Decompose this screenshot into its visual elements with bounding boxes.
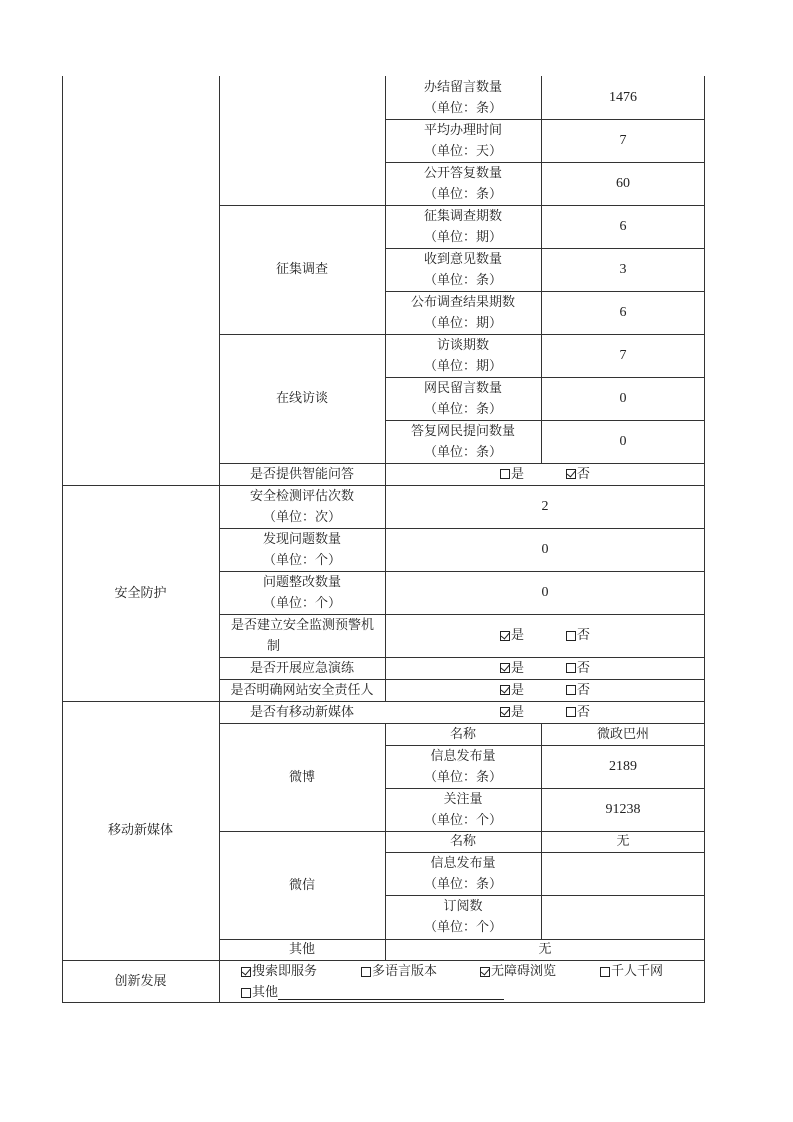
checkbox-empty-icon: [361, 967, 371, 977]
other-fill-line[interactable]: [278, 985, 504, 1000]
report-table: [62, 76, 705, 1003]
smart-qa-options: [385, 463, 705, 485]
drill-yes-checkbox[interactable]: 是: [500, 658, 524, 679]
security-tests-value: 2: [541, 499, 549, 514]
weibo-name-label: 名称: [449, 726, 476, 742]
wechat-name-value: 无: [616, 834, 630, 849]
interview-answers-value: 0: [619, 434, 627, 449]
survey-periods-value: 6: [619, 219, 627, 234]
reply-public-count-value: 60: [616, 176, 630, 191]
innovation-section-label: 创新发展: [114, 973, 167, 989]
reply-avg-time-value: 7: [619, 133, 627, 148]
security-drill-options: [385, 657, 705, 679]
checkbox-checked-icon: [566, 469, 576, 479]
survey-results-label: 公布调查结果期数 （单位：期）: [410, 294, 515, 331]
security-warning-mechanism-label: 是否建立安全监测预警机 制: [231, 617, 375, 654]
search-service-checkbox[interactable]: 搜索即服务: [241, 961, 317, 982]
wechat-posts-label: 信息发布量 （单位：条）: [423, 855, 502, 892]
checkbox-checked-icon: [480, 967, 490, 977]
wechat-posts-value: [541, 852, 705, 895]
checkbox-checked-icon: [241, 967, 251, 977]
warning-yes-checkbox[interactable]: 是: [500, 625, 524, 646]
media-section-label: 移动新媒体: [107, 823, 173, 838]
security-fixed-label: 问题整改数量 （单位：个）: [262, 574, 341, 611]
security-issues-label: 发现问题数量 （单位：个）: [262, 531, 341, 568]
interview-group-label: 在线访谈: [275, 391, 328, 406]
other-checkbox[interactable]: 其他: [241, 982, 504, 1003]
security-issues-value: 0: [541, 542, 549, 557]
survey-opinions-label: 收到意见数量 （单位：条）: [423, 251, 502, 288]
media-other-value: 无: [538, 942, 552, 957]
wechat-subscribers-value: [541, 895, 705, 939]
reply-avg-time-label: 平均办理时间 （单位：天）: [423, 122, 502, 159]
reply-closed-count-value: 1476: [609, 90, 637, 105]
drill-no-checkbox[interactable]: 否: [566, 658, 590, 679]
checkbox-empty-icon: [566, 685, 576, 695]
survey-group-label: 征集调查: [275, 262, 328, 277]
weibo-name-value: 微政巴州: [596, 726, 649, 742]
security-fixed-value: 0: [541, 585, 549, 600]
checkbox-empty-icon: [600, 967, 610, 977]
wechat-name-label: 名称: [449, 834, 476, 849]
weibo-group-label: 微博: [288, 769, 315, 785]
security-owner-label: 是否明确网站安全责任人: [230, 682, 374, 698]
accessibility-checkbox[interactable]: 无障碍浏览: [480, 961, 556, 982]
checkbox-checked-icon: [500, 631, 510, 641]
media-has-label: 是否有移动新媒体: [249, 704, 354, 720]
security-owner-options: [385, 679, 705, 701]
security-tests-label: 安全检测评估次数 （单位：次）: [249, 488, 354, 525]
weibo-followers-value: 91238: [605, 802, 641, 817]
checkbox-empty-icon: [566, 631, 576, 641]
warning-no-checkbox[interactable]: 否: [566, 625, 590, 646]
smart-qa-label: 是否提供智能问答: [249, 466, 354, 482]
survey-periods-label: 征集调查期数 （单位：期）: [423, 208, 502, 245]
interview-answers-label: 答复网民提问数量 （单位：条）: [410, 423, 515, 460]
owner-yes-checkbox[interactable]: 是: [500, 680, 524, 701]
media-other-label: 其他: [288, 942, 315, 957]
reply-public-count-label: 公开答复数量 （单位：条）: [423, 165, 502, 202]
survey-opinions-value: 3: [619, 262, 627, 277]
wechat-group-label: 微信: [288, 877, 315, 893]
checkbox-empty-icon: [500, 469, 510, 479]
checkbox-empty-icon: [566, 663, 576, 673]
media-no-checkbox[interactable]: 否: [566, 702, 590, 723]
wechat-subscribers-label: 订阅数 （单位：个）: [423, 899, 502, 935]
weibo-posts-value: 2189: [609, 759, 637, 774]
weibo-followers-label: 关注量 （单位：个）: [423, 791, 502, 828]
checkbox-empty-icon: [566, 707, 576, 717]
personalized-checkbox[interactable]: 千人千网: [600, 961, 663, 982]
interview-messages-value: 0: [619, 391, 627, 406]
smart-qa-no-checkbox[interactable]: 否: [566, 464, 590, 485]
interview-periods-value: 7: [619, 348, 627, 363]
checkbox-checked-icon: [500, 663, 510, 673]
interview-messages-label: 网民留言数量 （单位：条）: [423, 380, 502, 417]
checkbox-checked-icon: [500, 707, 510, 717]
innovation-options: [241, 961, 701, 1003]
reply-closed-count-label: 办结留言数量 （单位：条）: [423, 79, 502, 116]
interview-periods-label: 访谈期数 （单位：期）: [423, 337, 502, 374]
smart-qa-yes-checkbox[interactable]: 是: [500, 464, 524, 485]
checkbox-checked-icon: [500, 685, 510, 695]
checkbox-empty-icon: [241, 988, 251, 998]
security-drill-label: 是否开展应急演练: [249, 660, 354, 676]
media-has-options: [385, 701, 705, 723]
media-yes-checkbox[interactable]: 是: [500, 702, 524, 723]
security-warning-mechanism-options: [385, 614, 705, 657]
weibo-posts-label: 信息发布量 （单位：条）: [423, 748, 502, 785]
multilingual-checkbox[interactable]: 多语言版本: [361, 961, 437, 982]
survey-results-value: 6: [619, 305, 627, 320]
owner-no-checkbox[interactable]: 否: [566, 680, 590, 701]
security-section-label: 安全防护: [114, 585, 167, 601]
